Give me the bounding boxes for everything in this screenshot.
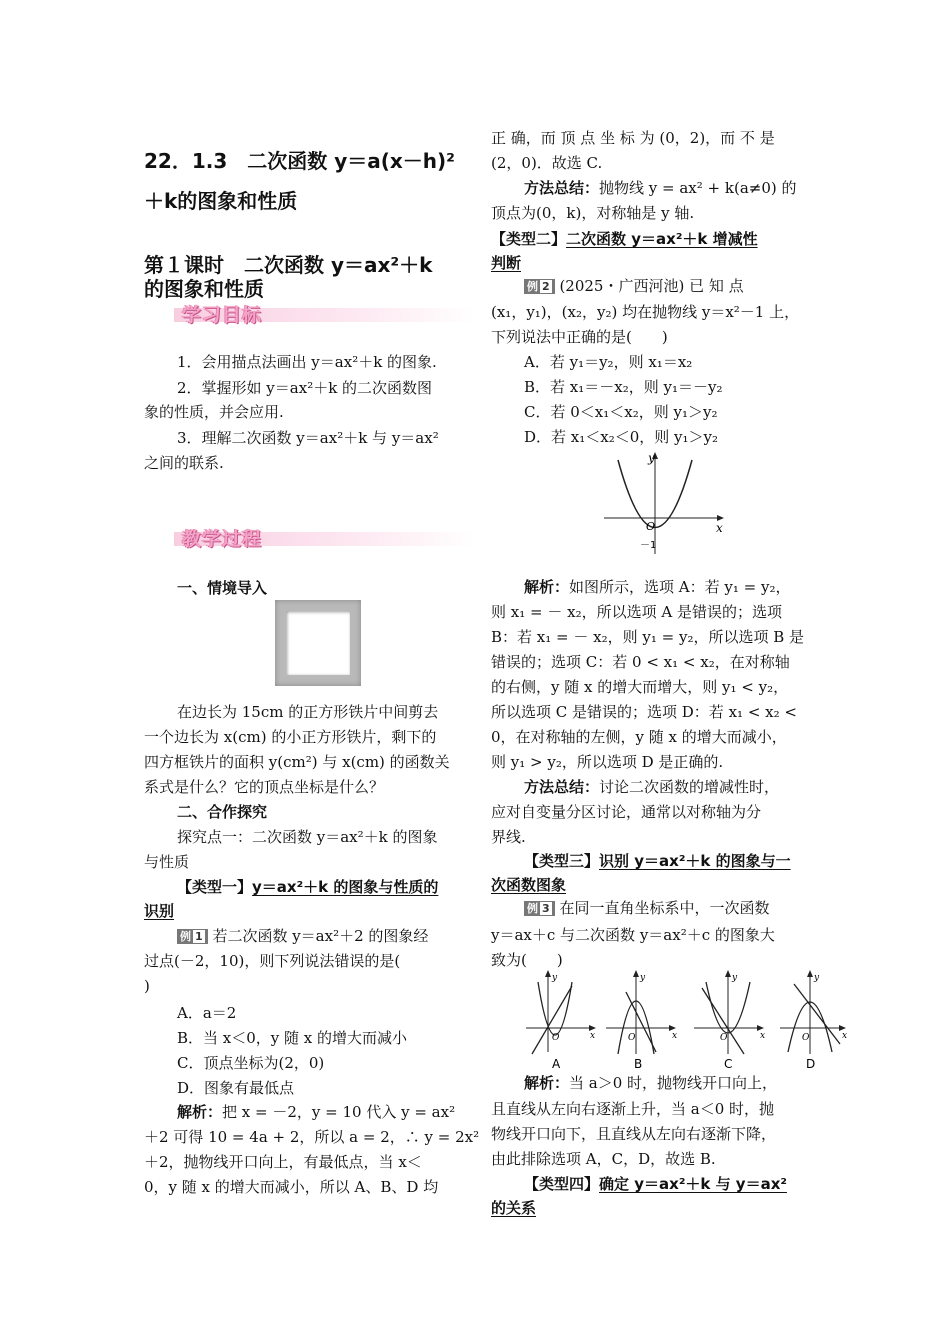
example-line: 下列说法中正确的是( ) (491, 328, 668, 346)
type-label: 【类型四】 (524, 1175, 600, 1193)
goals-banner-text: 学习目标 (182, 304, 263, 326)
intro-line: 系式是什么？它的顶点坐标是什么？ (144, 778, 385, 796)
graph-x-label: x (716, 521, 723, 535)
svg-text:y: y (552, 973, 558, 983)
example-badge (524, 901, 555, 916)
analysis-line: 由此排除选项 A，C，D，故选 B. (491, 1150, 716, 1168)
svg-text:O: O (720, 1033, 728, 1043)
choice-graph-b (606, 970, 677, 1071)
type-heading (524, 851, 791, 871)
example-line (177, 926, 428, 946)
explore-line: 探究点一：二次函数 y＝ax²＋k 的图象 (177, 828, 438, 846)
choice-label-a: A (552, 1057, 561, 1071)
chapter-title-cont: ＋k的图象和性质 (144, 189, 298, 213)
type-topic-cont: 的关系 (491, 1199, 537, 1217)
section-heading: 一、情境导入 (177, 579, 268, 597)
intro-line: 一个边长为 x(cm) 的小正方形铁片，剩下的 (144, 728, 437, 746)
example-line: 致为( ) (491, 951, 563, 969)
example-badge (524, 279, 555, 294)
analysis-line (177, 1102, 455, 1122)
goal-line: 之间的联系. (144, 454, 224, 472)
analysis-line: 则 x₁ = － x₂，所以选项 A 是错误的；选项 (491, 603, 782, 621)
svg-text:O: O (628, 1033, 636, 1043)
example-line: (x₁，y₁)，(x₂，y₂) 均在抛物线 y＝x²－1 上， (491, 303, 800, 321)
analysis-line (524, 577, 790, 597)
choice-label-b: B (634, 1057, 643, 1071)
analysis-line: 物线开口向下，且直线从左向右逐渐下降， (491, 1125, 777, 1143)
analysis-text: 当 a＞0 时，抛物线开口向上， (569, 1074, 778, 1092)
analysis-label: 解析： (524, 1074, 570, 1092)
svg-text:x: x (760, 1031, 766, 1041)
square-frame-image (275, 600, 361, 686)
method-text: 抛物线 y = ax² + k(a≠0) 的 (599, 179, 797, 197)
example-badge-label: 例 (527, 902, 538, 915)
svg-text:O: O (802, 1033, 810, 1043)
method-line (524, 777, 779, 797)
analysis-line: 0，y 随 x 的增大而减小，所以 A、B、D 均 (144, 1178, 439, 1196)
option-line: A．若 y₁＝y₂，则 x₁＝x₂ (524, 353, 693, 371)
analysis-line (524, 1073, 777, 1093)
lesson-title: 第１课时 二次函数 y＝ax²＋k (144, 253, 433, 277)
method-line: 顶点为(0，k)，对称轴是 y 轴. (491, 204, 695, 222)
type-topic-cont: 次函数图象 (491, 876, 567, 894)
process-banner-text: 教学过程 (182, 528, 263, 550)
process-banner (174, 524, 474, 550)
type-topic: y＝ax²＋k 的图象与性质的 (252, 878, 439, 896)
type-topic: 二次函数 y＝ax²＋k 增减性 (566, 230, 758, 248)
graph-y-label: y (648, 451, 655, 465)
intro-line: 四方框铁片的面积 y(cm²) 与 x(cm) 的函数关 (144, 753, 450, 771)
analysis-line: 且直线从左向右逐渐上升，当 a＜0 时，抛 (491, 1100, 775, 1118)
option-line: C．顶点坐标为(2，0) (177, 1054, 325, 1072)
type-heading (177, 877, 438, 897)
analysis-label: 解析： (177, 1103, 223, 1121)
type-topic: 识别 y＝ax²＋k 的图象与一 (599, 852, 791, 870)
example-badge (177, 929, 208, 944)
type-label: 【类型三】 (524, 852, 600, 870)
goal-line: 3．理解二次函数 y＝ax²＋k 与 y＝ax² (177, 429, 439, 447)
cont-line: 正 确，而 顶 点 坐 标 为 (0，2)，而 不 是 (491, 129, 775, 147)
analysis-text: 如图所示，选项 A：若 y₁ = y₂， (569, 578, 791, 596)
option-line: B．若 x₁＝－x₂，则 y₁＝－y₂ (524, 378, 723, 396)
svg-text:y: y (732, 973, 738, 983)
example-text: (2025・广西河池) 已 知 点 (559, 277, 744, 295)
section-heading: 二、合作探究 (177, 803, 268, 821)
graph-origin-label: O (646, 520, 656, 533)
choice-label-d: D (806, 1057, 816, 1071)
example-number: 3 (542, 902, 550, 915)
choice-label-c: C (724, 1057, 733, 1071)
type-label: 【类型二】 (491, 230, 567, 248)
method-line: 应对自变量分区讨论，通常以对称轴为分 (491, 803, 762, 821)
explore-line: 与性质 (144, 853, 190, 871)
type-label: 【类型一】 (177, 878, 253, 896)
chapter-title: 22．1.3 二次函数 y＝a(x－h)² (144, 149, 455, 173)
type-topic: 确定 y＝ax²＋k 与 y＝ax² (599, 1175, 787, 1193)
analysis-text: 把 x = －2，y = 10 代入 y = ax² (222, 1103, 456, 1121)
example-line (524, 898, 769, 918)
analysis-line: 则 y₁ > y₂，所以选项 D 是正确的. (491, 753, 724, 771)
option-line: D．图象有最低点 (177, 1079, 295, 1097)
parabola-graph (600, 450, 730, 560)
example-badge-label: 例 (180, 930, 191, 943)
analysis-line: 0，在对称轴的左侧，y 随 x 的增大而减小， (491, 728, 787, 746)
method-text: 讨论二次函数的增减性时， (599, 778, 780, 796)
type-heading (491, 229, 758, 249)
analysis-line: 所以选项 C 是错误的；选项 D：若 x₁ < x₂ < (491, 703, 797, 721)
method-line (524, 178, 797, 198)
svg-text:y: y (814, 973, 820, 983)
goal-line: 2．掌握形如 y＝ax²＋k 的二次函数图 (177, 379, 433, 397)
option-line: B．当 x＜0，y 随 x 的增大而减小 (177, 1029, 408, 1047)
svg-text:x: x (842, 1031, 848, 1041)
method-label: 方法总结： (524, 179, 600, 197)
goal-line: 1．会用描点法画出 y＝ax²＋k 的图象. (177, 353, 437, 371)
cont-line: (2，0)．故选 C. (491, 154, 603, 172)
type-topic-cont: 判断 (491, 254, 522, 272)
example-badge-label: 例 (527, 280, 538, 293)
choice-graph-c (694, 970, 765, 1071)
example-number: 2 (542, 280, 550, 293)
choice-graphs (522, 968, 850, 1072)
svg-text:O: O (552, 1033, 560, 1043)
analysis-line: B：若 x₁ = － x₂，则 y₁ = y₂，所以选项 B 是 (491, 628, 805, 646)
method-line: 界线. (491, 828, 526, 846)
svg-text:y: y (640, 973, 646, 983)
example-text: 若二次函数 y＝ax²＋2 的图象经 (212, 927, 429, 945)
analysis-line: ＋2 可得 10 = 4a + 2，所以 a = 2，∴ y = 2x² (144, 1128, 480, 1146)
goal-line: 象的性质，并会应用. (144, 403, 284, 421)
goals-banner (174, 300, 474, 326)
option-line: D．若 x₁＜x₂＜0，则 y₁＞y₂ (524, 428, 719, 446)
option-line: A．a＝2 (177, 1004, 237, 1022)
analysis-label: 解析： (524, 578, 570, 596)
example-line: y＝ax＋c 与二次函数 y＝ax²＋c 的图象大 (491, 926, 775, 944)
analysis-line: 的右侧，y 随 x 的增大而增大，则 y₁ < y₂， (491, 678, 789, 696)
svg-text:x: x (672, 1031, 678, 1041)
analysis-line: 错误的；选项 C：若 0 < x₁ < x₂，在对称轴 (491, 653, 790, 671)
analysis-line: ＋2，抛物线开口向上，有最低点，当 x＜ (144, 1153, 422, 1171)
lesson-title-cont: 的图象和性质 (144, 277, 264, 301)
option-line: C．若 0＜x₁＜x₂，则 y₁＞y₂ (524, 403, 718, 421)
type-topic-cont: 识别 (144, 902, 175, 920)
example-line: 过点(－2，10)，则下列说法错误的是( (144, 952, 401, 970)
type-heading (524, 1174, 787, 1194)
example-line (524, 276, 744, 296)
method-label: 方法总结： (524, 778, 600, 796)
intro-line: 在边长为 15cm 的正方形铁片中间剪去 (177, 703, 439, 721)
choice-graph-d (780, 970, 847, 1071)
choice-graph-a (526, 970, 596, 1071)
graph-minus-one-label: －1 (640, 540, 657, 551)
example-number: 1 (195, 930, 203, 943)
example-line: ) (144, 977, 150, 995)
svg-text:x: x (590, 1031, 596, 1041)
example-text: 在同一直角坐标系中，一次函数 (559, 899, 770, 917)
